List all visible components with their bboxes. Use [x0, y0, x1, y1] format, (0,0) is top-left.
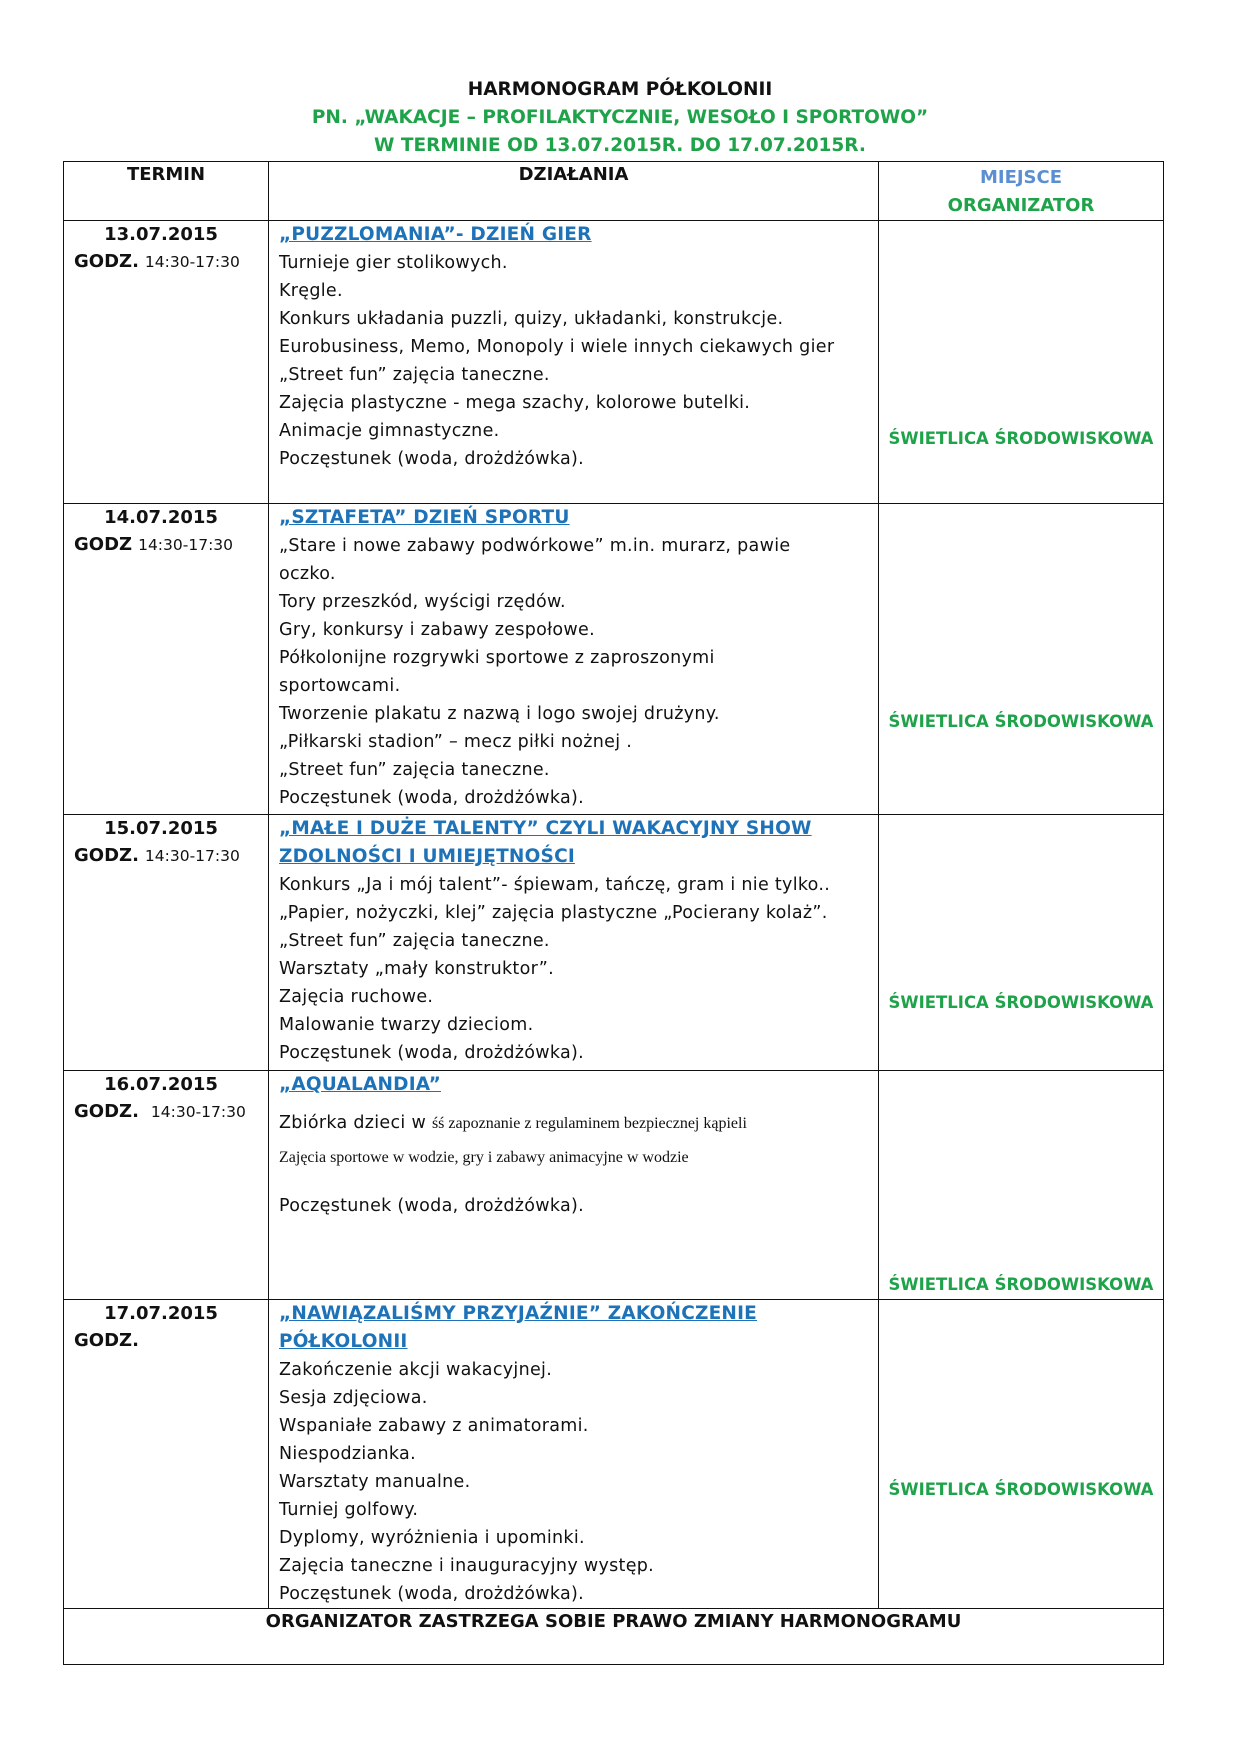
- godz-label: GODZ: [74, 534, 133, 555]
- table-header-row: [64, 162, 1164, 221]
- godz-label: GODZ.: [74, 251, 139, 272]
- list-item: Sesja zdjęciowa.: [279, 1388, 428, 1408]
- list-item: Tworzenie plakatu z nazwą i logo swojej drużyny.: [279, 704, 720, 724]
- godz-label: GODZ.: [74, 1101, 139, 1122]
- table-row: [64, 815, 1164, 1071]
- list-item: Gry, konkursy i zabawy zespołowe.: [279, 620, 595, 640]
- list-item: Półkolonijne rozgrywki sportowe z zaproszonymi: [279, 648, 715, 668]
- row-date: 14.07.2015: [104, 507, 218, 528]
- activities-cell: [269, 1071, 879, 1300]
- list-item: Turniej golfowy.: [279, 1500, 419, 1520]
- list-item: oczko.: [279, 564, 336, 584]
- place-cell: [879, 815, 1164, 1071]
- list-item-part: Zbiórka dzieci w: [279, 1113, 427, 1133]
- header-dzialania: DZIAŁANIA: [269, 162, 879, 221]
- activity-list: [279, 249, 868, 473]
- list-item: Eurobusiness, Memo, Monopoly i wiele innych ciekawych gier: [279, 337, 835, 357]
- activity-list: [279, 1109, 868, 1220]
- list-item: Warsztaty „mały konstruktor”.: [279, 959, 555, 979]
- list-item: Zakończenie akcji wakacyjnej.: [279, 1360, 553, 1380]
- header-miejsce-label: MIEJSCE: [979, 167, 1063, 188]
- list-item: Niespodzianka.: [279, 1444, 416, 1464]
- place-cell: [879, 1300, 1164, 1609]
- list-item: sportowcami.: [279, 676, 401, 696]
- row-date: 16.07.2015: [104, 1074, 218, 1095]
- table-row: [64, 504, 1164, 815]
- header-miejsce: [879, 162, 1164, 221]
- place-label: ŚWIETLICA ŚRODOWISKOWA: [888, 1480, 1154, 1499]
- row-time: [74, 249, 268, 275]
- list-item: „Stare i nowe zabawy podwórkowe” m.in. murarz, pawie: [279, 536, 791, 556]
- activity-list: [279, 1356, 868, 1608]
- row-date: 13.07.2015: [104, 224, 218, 245]
- table-row: [64, 221, 1164, 504]
- list-item: Zajęcia plastyczne - mega szachy, kolorowe butelki.: [279, 393, 751, 413]
- list-item: Zajęcia taneczne i inauguracyjny występ.: [279, 1556, 655, 1576]
- list-item: Poczęstunek (woda, drożdżówka).: [279, 1043, 585, 1063]
- place-label: ŚWIETLICA ŚRODOWISKOWA: [888, 712, 1154, 731]
- row-time: [74, 1328, 268, 1354]
- list-item: Wspaniałe zabawy z animatorami.: [279, 1416, 589, 1436]
- hours: 14:30-17:30: [144, 253, 240, 271]
- activity-title: „MAŁE I DUŻE TALENTY” CZYLI WAKACYJNY SHOW: [279, 818, 812, 839]
- activity-title: „SZTAFETA” DZIEŃ SPORTU: [279, 507, 570, 528]
- list-item: „Street fun” zajęcia taneczne.: [279, 365, 550, 385]
- hours: 14:30-17:30: [150, 1103, 246, 1121]
- hours: 14:30-17:30: [144, 847, 240, 865]
- list-item: Kręgle.: [279, 281, 343, 301]
- list-item: Warsztaty manualne.: [279, 1472, 471, 1492]
- term-cell: [64, 1300, 269, 1609]
- hours: 14:30-17:30: [138, 536, 234, 554]
- list-item: Dyplomy, wyróżnienia i upominki.: [279, 1528, 585, 1548]
- activities-cell: [269, 815, 879, 1071]
- place-label: ŚWIETLICA ŚRODOWISKOWA: [888, 993, 1154, 1012]
- activity-title: „NAWIĄZALIŚMY PRZYJAŹNIE” ZAKOŃCZENIE PÓŁKOLONII: [279, 1303, 758, 1352]
- activities-cell: [269, 1300, 879, 1609]
- footer-note: ORGANIZATOR ZASTRZEGA SOBIE PRAWO ZMIANY HARMONOGRAMU: [64, 1609, 1164, 1665]
- list-item: „Piłkarski stadion” – mecz piłki nożnej .: [279, 732, 633, 752]
- list-item: Konkurs „Ja i mój talent”- śpiewam, tańczę, gram i nie tylko..: [279, 875, 831, 895]
- row-date: 15.07.2015: [104, 818, 218, 839]
- list-item: [279, 1109, 868, 1138]
- row-time: [74, 843, 268, 869]
- title-line-2: PN. „WAKACJE – PROFILAKTYCZNIE, WESOŁO I SPORTOWO”: [311, 107, 929, 128]
- list-item: Animacje gimnastyczne.: [279, 421, 500, 441]
- list-item: Poczęstunek (woda, drożdżówka).: [279, 1196, 585, 1216]
- table-row: [64, 1300, 1164, 1609]
- place-cell: [879, 504, 1164, 815]
- header-organizator-label: ORGANIZATOR: [947, 195, 1095, 216]
- activity-title: „PUZZLOMANIA”- DZIEŃ GIER: [279, 224, 592, 245]
- activity-list: [279, 532, 868, 812]
- title-line-3: W TERMINIE OD 13.07.2015R. DO 17.07.2015R.: [374, 135, 866, 156]
- header-termin: TERMIN: [64, 162, 269, 221]
- activity-title-cont: ZDOLNOŚCI I UMIEJĘTNOŚCI: [279, 846, 575, 867]
- godz-label: GODZ.: [74, 845, 139, 866]
- footer-row: [64, 1609, 1164, 1665]
- list-item: Malowanie twarzy dzieciom.: [279, 1015, 534, 1035]
- row-time: [74, 532, 268, 558]
- list-item: Poczęstunek (woda, drożdżówka).: [279, 788, 585, 808]
- schedule-table: [63, 161, 1164, 1665]
- list-item-part: śś zapoznanie z regulaminem bezpiecznej kąpieli: [431, 1115, 747, 1132]
- document-title: [0, 76, 1240, 160]
- list-item: Poczęstunek (woda, drożdżówka).: [279, 1584, 585, 1604]
- list-item: Zajęcia ruchowe.: [279, 987, 434, 1007]
- activity-list: [279, 871, 868, 1067]
- activity-title: „AQUALANDIA”: [279, 1074, 441, 1095]
- row-time: [74, 1099, 268, 1125]
- list-item: Poczęstunek (woda, drożdżówka).: [279, 449, 585, 469]
- term-cell: [64, 1071, 269, 1300]
- list-item: „Papier, nożyczki, klej” zajęcia plastyczne „Pocierany kolaż”.: [279, 903, 828, 923]
- list-item: Zajęcia sportowe w wodzie, gry i zabawy animacyjne w wodzie: [279, 1149, 689, 1166]
- place-cell: [879, 221, 1164, 504]
- place-label: ŚWIETLICA ŚRODOWISKOWA: [888, 429, 1154, 448]
- activities-cell: [269, 504, 879, 815]
- list-item: „Street fun” zajęcia taneczne.: [279, 760, 550, 780]
- term-cell: [64, 815, 269, 1071]
- activities-cell: [269, 221, 879, 504]
- table-row: [64, 1071, 1164, 1300]
- place-cell: [879, 1071, 1164, 1300]
- list-item: Turnieje gier stolikowych.: [279, 253, 508, 273]
- title-line-1: HARMONOGRAM PÓŁKOLONII: [467, 79, 773, 100]
- godz-label: GODZ.: [74, 1330, 139, 1351]
- list-item: Konkurs układania puzzli, quizy, układanki, konstrukcje.: [279, 309, 784, 329]
- term-cell: [64, 504, 269, 815]
- list-item: Tory przeszkód, wyścigi rzędów.: [279, 592, 566, 612]
- term-cell: [64, 221, 269, 504]
- list-item: „Street fun” zajęcia taneczne.: [279, 931, 550, 951]
- row-date: 17.07.2015: [104, 1303, 218, 1324]
- place-label: ŚWIETLICA ŚRODOWISKOWA: [888, 1275, 1154, 1294]
